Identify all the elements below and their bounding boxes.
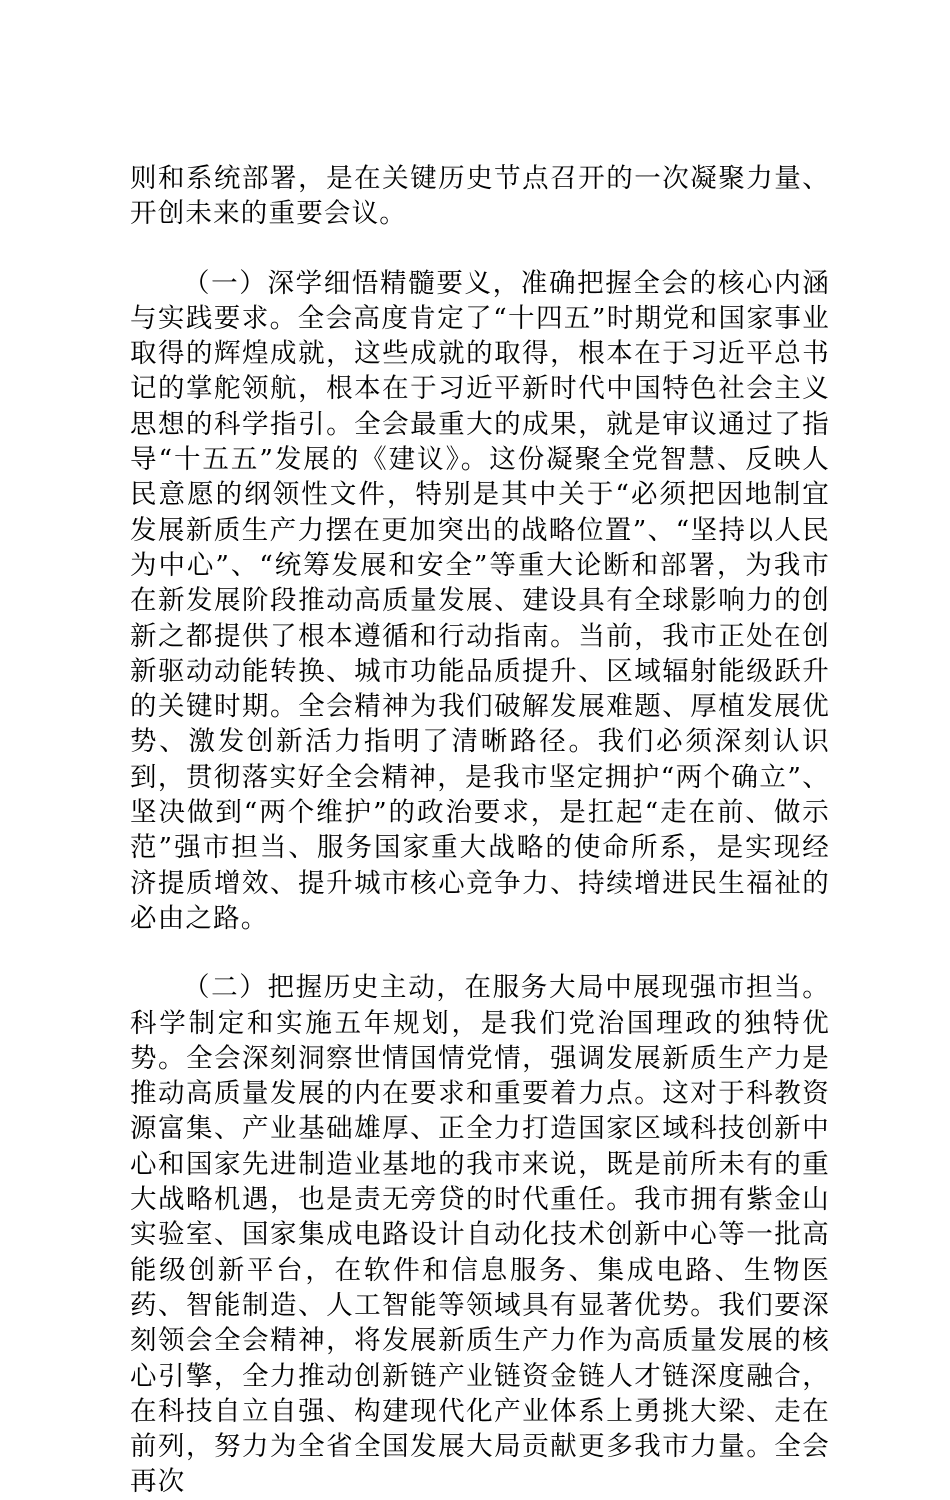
document-body bbox=[130, 161, 830, 1500]
paragraph-section-one: （一）深学细悟精髓要义，准确把握全会的核心内涵与实践要求。全会高度肯定了“十四五”时期党和国家事业取得的辉煌成就，这些成就的取得，根本在于习近平总书记的掌舵领航，根本在于习近平新时代中国特色社会主义思想的科学指引。全会最重大的成果，就是审议通过了指导“十五五”发展的《建议》。这份凝聚全党智慧、反映人民意愿的纲领性文件，特别是其中关于“必须把因地制宜发展新质生产力摆在更加突出的战略位置”、“坚持以人民为中心”、“统筹发展和安全”等重大论断和部署，为我市在新发展阶段推动高质量发展、建设具有全球影响力的创新之都提供了根本遵循和行动指南。当前，我市正处在创新驱动动能转换、城市功能品质提升、区域辐射能级跃升的关键时期。全会精神为我们破解发展难题、厚植发展优势、激发创新活力指明了清晰路径。我们必须深刻认识到，贯彻落实好全会精神，是我市坚定拥护“两个确立”、坚决做到“两个维护”的政治要求，是扛起“走在前、做示范”强市担当、服务国家重大战略的使命所系，是实现经济提质增效、提升城市核心竞争力、持续增进民生福祉的必由之路。 bbox=[130, 267, 830, 934]
paragraph-continuation: 则和系统部署，是在关键历史节点召开的一次凝聚力量、开创未来的重要会议。 bbox=[130, 163, 830, 230]
paragraph-section-two: （二）把握历史主动，在服务大局中展现强市担当。科学制定和实施五年规划，是我们党治国理政的独特优势。全会深刻洞察世情国情党情，强调发展新质生产力是推动高质量发展的内在要求和重要着力点。这对于科教资源富集、产业基础雄厚、正全力打造国家区域科技创新中心和国家先进制造业基地的我市来说，既是前所未有的重大战略机遇，也是责无旁贷的时代重任。我市拥有紫金山实验室、国家集成电路设计自动化技术创新中心等一批高能级创新平台，在软件和信息服务、集成电路、生物医药、智能制造、人工智能等领域具有显著优势。我们要深刻领会全会精神，将发展新质生产力作为高质量发展的核心引擎，全力推动创新链产业链资金链人才链深度融合，在科技自立自强、构建现代化产业体系上勇挑大梁、走在前列，努力为全省全国发展大局贡献更多我市力量。全会再次 bbox=[130, 972, 830, 1498]
